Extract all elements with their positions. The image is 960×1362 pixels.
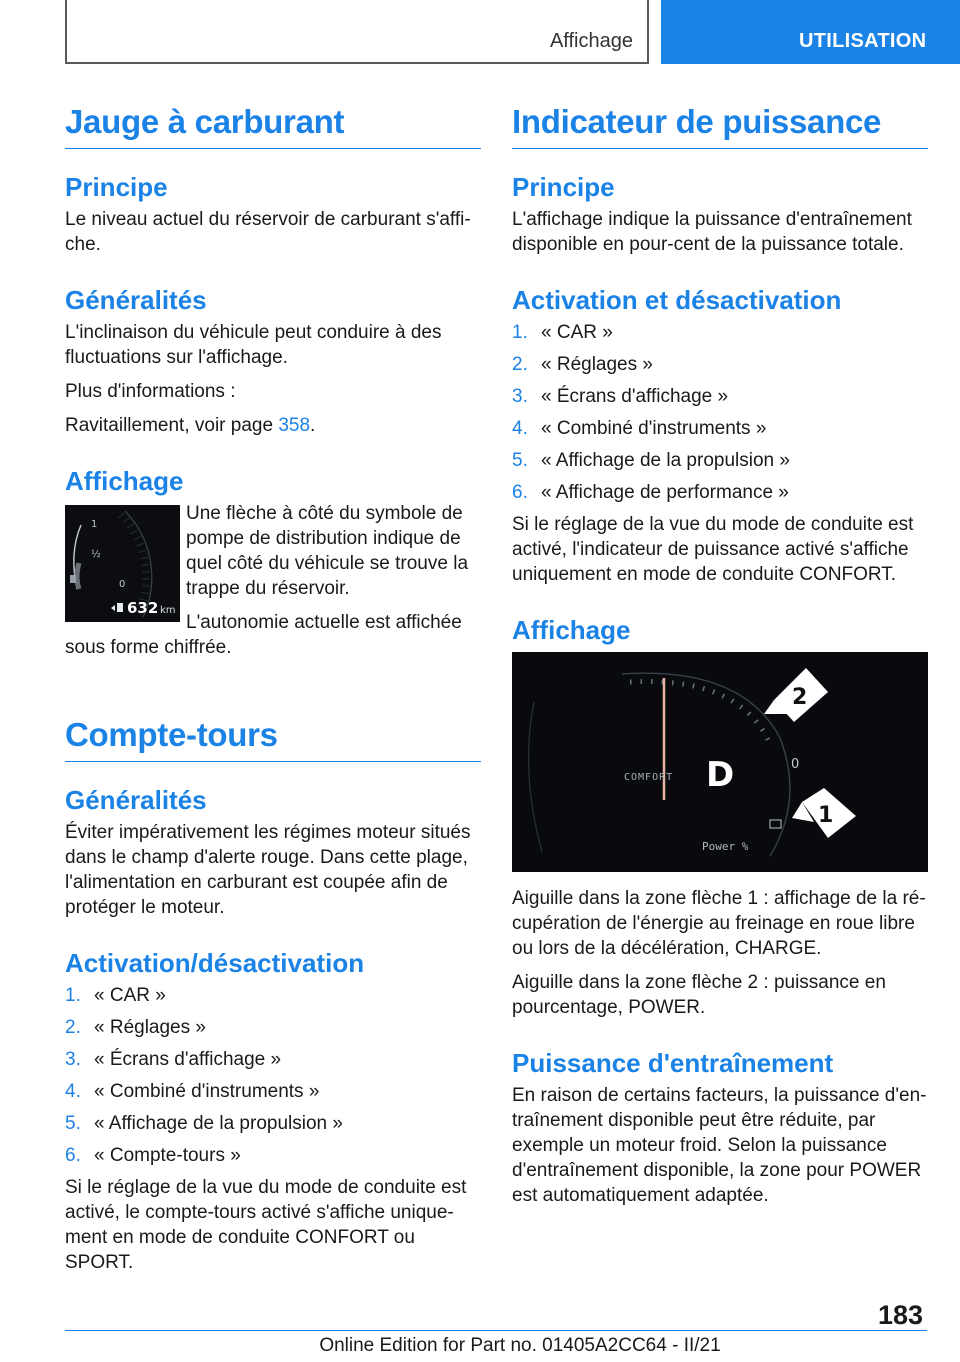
- fuel-affichage-text-2: L'autonomie actuelle est affichée sous forme chiffrée.: [65, 612, 462, 658]
- fuel-range-unit: km: [160, 605, 176, 616]
- battery-icon: [770, 820, 781, 828]
- list-item: 6. « Affichage de performance »: [512, 482, 789, 503]
- gear-indicator: D: [706, 755, 735, 795]
- page-number: 183: [878, 1300, 924, 1330]
- list-item: 1. « CAR »: [65, 985, 166, 1006]
- fuel-refuel-ref-end: .: [310, 415, 316, 436]
- list-item: 3. « Écrans d'affichage »: [65, 1049, 282, 1070]
- list-item: 5. « Affichage de la propulsion »: [65, 1113, 343, 1134]
- fuel-mark-half: ½: [91, 549, 101, 560]
- header-chapter-label: UTILISATION: [799, 30, 927, 52]
- power-affichage-text-2: Aiguille dans la zone flèche 2 : puissance en pourcentage, POWER.: [512, 972, 886, 1018]
- fuel-pump-icon-small: [70, 575, 76, 583]
- fuel-more-info: Plus d'informations :: [65, 381, 236, 402]
- fuel-pump-icon: [111, 603, 123, 612]
- list-item: 2. « Réglages »: [65, 1017, 206, 1038]
- list-item: 4. « Combiné d'instruments »: [512, 418, 767, 439]
- header-section-title: Affichage: [549, 30, 633, 52]
- power-activation-heading: Activation et désactivation: [512, 285, 842, 315]
- fuel-gauge-illustration: [65, 505, 180, 622]
- header-chapter-tab: [661, 0, 960, 64]
- fuel-refuel-ref: [65, 413, 481, 438]
- power-indicator-title: Indicateur de puissance: [512, 100, 928, 149]
- power-indicator-figure: [512, 652, 928, 872]
- drive-power-heading: Puissance d'entraînement: [512, 1048, 834, 1078]
- list-item: 5. « Affichage de la propulsion »: [512, 450, 790, 471]
- fuel-principe-heading: Principe: [65, 172, 168, 202]
- arrow-1-callout: [792, 788, 856, 838]
- fuel-affichage-text-1: Une flèche à côté du symbole de pompe de distribution indique de quel côté du véhicule se trouve la trappe du réservoir.: [186, 503, 469, 599]
- power-activation-note: Si le réglage de la vue du mode de conduite est activé, l'indicateur de puissance activé s'affiche uniquement en mode de conduite CONFORT.: [512, 514, 914, 585]
- power-activation-steps: [512, 320, 928, 505]
- tachometer-title: Compte-tours: [65, 713, 481, 762]
- arrow-2-callout: [764, 668, 828, 722]
- comfort-mode-label: COMFORT: [624, 772, 674, 783]
- fuel-generalites-text: L'inclinaison du véhicule peut conduire à des fluctuations sur l'affichage.: [65, 322, 442, 368]
- fuel-generalites-heading: Généralités: [65, 285, 207, 315]
- footer-edition: Online Edition for Part no. 01405A2CC64 - II/21: [319, 1335, 721, 1356]
- power-affichage-text-1: Aiguille dans la zone flèche 1 : affichage de la ré-cupération de l'énergie au freinage en roue libre ou lors de la décélération, CHARGE.: [512, 888, 926, 959]
- power-principe-text: L'affichage indique la puissance d'entraînement disponible en pour-cent de la puissance totale.: [512, 209, 912, 255]
- list-item: 1. « CAR »: [512, 322, 613, 343]
- fuel-mark-full: 1: [91, 519, 98, 530]
- power-indicator-illustration: [512, 652, 928, 872]
- power-affichage-heading: Affichage: [512, 615, 631, 645]
- arrow-1-number: 1: [818, 803, 834, 828]
- fuel-affichage-heading: Affichage: [65, 466, 184, 496]
- fuel-gauge-figure: [65, 505, 180, 622]
- fuel-gauge-title: Jauge à carburant: [65, 100, 481, 149]
- drive-power-text: En raison de certains facteurs, la puissance d'en-traînement disponible peut être réduite, par exemple un moteur froid. Selon la puissance d'entraînement disponible, la zone pour POWER est automatiquement adaptée.: [512, 1085, 927, 1206]
- power-percent-label: Power %: [702, 840, 749, 853]
- list-item: 2. « Réglages »: [512, 354, 653, 375]
- fuel-mark-empty: 0: [119, 579, 126, 590]
- fuel-principe-text: Le niveau actuel du réservoir de carburant s'affi-che.: [65, 209, 471, 255]
- header-section-box: [65, 0, 649, 64]
- tach-generalites-text: Éviter impérativement les régimes moteur situés dans le champ d'alerte rouge. Dans cette plage, l'alimentation en carburant est coupée afin de protéger le moteur.: [65, 822, 471, 918]
- list-item: 4. « Combiné d'instruments »: [65, 1081, 320, 1102]
- list-item: 6. « Compte-tours »: [65, 1145, 241, 1166]
- tach-activation-note: Si le réglage de la vue du mode de conduite est activé, le compte-tours activé s'affiche unique-ment en mode de conduite CONFORT ou SPORT.: [65, 1177, 467, 1273]
- fuel-refuel-ref-text: Ravitaillement, voir page: [65, 415, 279, 436]
- page-link-358[interactable]: 358: [278, 415, 311, 436]
- tach-generalites-heading: Généralités: [65, 785, 207, 815]
- tach-activation-heading: Activation/désactivation: [65, 948, 365, 978]
- tach-activation-steps: [65, 983, 481, 1168]
- fuel-range-value: 632: [127, 599, 159, 617]
- arrow-2-number: 2: [792, 685, 808, 710]
- left-column: [65, 100, 481, 1284]
- footer-rule: [65, 1330, 927, 1331]
- power-principe-heading: Principe: [512, 172, 615, 202]
- power-zero-mark: 0: [791, 757, 800, 772]
- list-item: 3. « Écrans d'affichage »: [512, 386, 729, 407]
- right-column: [512, 100, 928, 1217]
